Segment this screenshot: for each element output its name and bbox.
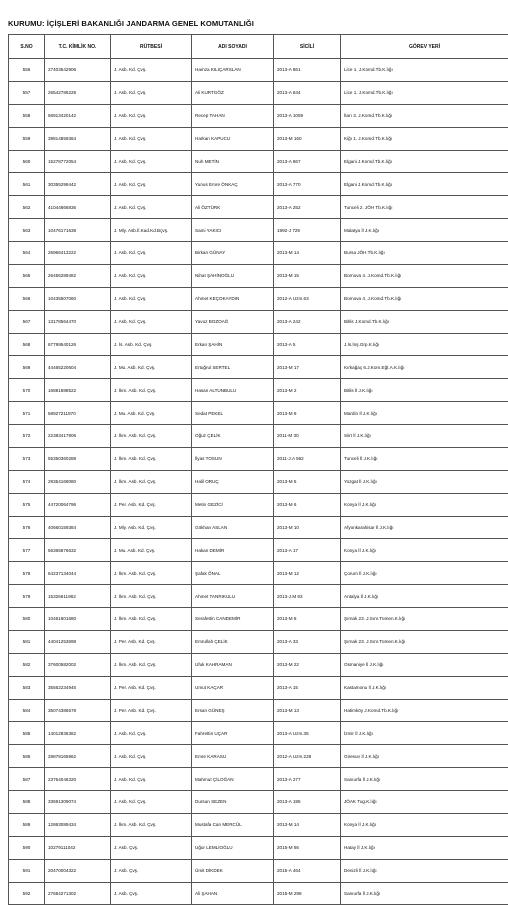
cell-tc-kimlik-no: 35562234946 <box>45 676 111 699</box>
cell-rutbesi: J. Mu. Asb. Kd. Çvş. <box>111 539 192 562</box>
cell-sno: 557 <box>9 81 45 104</box>
personnel-table <box>8 34 508 905</box>
cell-gorev-yeri: Osmaniye İl J.K.lığı <box>341 653 508 676</box>
cell-sicili: 2013-M 15 <box>274 264 341 287</box>
cell-tc-kimlik-no: 67799540126 <box>45 333 111 356</box>
cell-sicili: 2013-A 33 <box>274 630 341 653</box>
cell-gorev-yeri: Bursa JÖH Tb.K.lığı <box>341 242 508 265</box>
cell-sno: 561 <box>9 173 45 196</box>
cell-rutbesi: J. Asb. Kd. Çvş. <box>111 81 192 104</box>
table-row <box>9 493 508 516</box>
table-row <box>9 379 508 402</box>
table-row <box>9 882 508 905</box>
cell-sno: 589 <box>9 813 45 836</box>
cell-sno: 570 <box>9 379 45 402</box>
cell-tc-kimlik-no: 64237134044 <box>45 562 111 585</box>
cell-adi-soyadi: Erkan ŞAHİN <box>192 333 274 356</box>
cell-gorev-yeri: Siirt İl J.K.lığı <box>341 425 508 448</box>
cell-sno: 579 <box>9 585 45 608</box>
table-row <box>9 562 508 585</box>
cell-tc-kimlik-no: 44720064796 <box>45 493 111 516</box>
table-row <box>9 791 508 814</box>
table-row <box>9 310 508 333</box>
cell-rutbesi: J. Per. Asb. Kd. Çvş. <box>111 676 192 699</box>
cell-sno: 577 <box>9 539 45 562</box>
cell-sicili: 2013-M 10 <box>274 516 341 539</box>
cell-sicili: 2015-M 298 <box>274 882 341 905</box>
cell-tc-kimlik-no: 55350360288 <box>45 447 111 470</box>
cell-gorev-yeri: Lice 1. J.Komd.Tb.K.lığı <box>341 59 508 82</box>
cell-adi-soyadi: Mustafa Can MERCÜL <box>192 813 274 836</box>
table-row <box>9 470 508 493</box>
cell-tc-kimlik-no: 39814859364 <box>45 127 111 150</box>
cell-sno: 592 <box>9 882 45 905</box>
cell-adi-soyadi: Ertuğrul SERTEL <box>192 356 274 379</box>
header-sno: S.NO <box>9 35 45 59</box>
cell-adi-soyadi: Sedat PEKEL <box>192 402 274 425</box>
cell-sno: 580 <box>9 608 45 631</box>
cell-sicili: 2013-A 15 <box>274 676 341 699</box>
cell-rutbesi: J. Mly. Asb. Kd. Çvş. <box>111 516 192 539</box>
cell-adi-soyadi: Ufuk KAHRAMAN <box>192 653 274 676</box>
cell-sno: 575 <box>9 493 45 516</box>
cell-rutbesi: J. Asb. Kd. Çvş. <box>111 104 192 127</box>
document-title: KURUMU: İÇİŞLERİ BAKANLIĞI JANDARMA GENEL KOMUTANLIĞI <box>8 19 254 28</box>
cell-tc-kimlik-no: 16881888522 <box>45 379 111 402</box>
table-row <box>9 745 508 768</box>
table-row <box>9 196 508 219</box>
table-row <box>9 59 508 82</box>
cell-tc-kimlik-no: 56913420142 <box>45 104 111 127</box>
cell-gorev-yeri: Sanıurfa İl J.K.lığı <box>341 768 508 791</box>
cell-sicili: 2012-A Uzm.63 <box>274 287 341 310</box>
cell-sno: 582 <box>9 653 45 676</box>
cell-rutbesi: J. İkm. Asb. Kd. Çvş. <box>111 470 192 493</box>
table-row <box>9 836 508 859</box>
cell-gorev-yeri: Çorum İl J.K.lığı <box>341 562 508 585</box>
cell-tc-kimlik-no: 27684271302 <box>45 882 111 905</box>
cell-adi-soyadi: Nihat ŞAHİNOĞLU <box>192 264 274 287</box>
cell-gorev-yeri: Bornova 4. J.Komd.Tb.K.lığı <box>341 264 508 287</box>
table-row <box>9 653 508 676</box>
cell-tc-kimlik-no: 22383417806 <box>45 425 111 448</box>
cell-adi-soyadi: Serafettin CANDEMİR <box>192 608 274 631</box>
table-row <box>9 768 508 791</box>
cell-adi-soyadi: Ali KURTGÖZ <box>192 81 274 104</box>
cell-sno: 564 <box>9 242 45 265</box>
cell-sno: 591 <box>9 859 45 882</box>
cell-sicili: 2011-J.A 562 <box>274 447 341 470</box>
cell-rutbesi: J. İkm. Asb. Kd. Çvş. <box>111 608 192 631</box>
cell-adi-soyadi: Yavuz BOZOAĞ <box>192 310 274 333</box>
cell-rutbesi: J. Mly. Asb.İl.Kad.Kd.Bçvş. <box>111 219 192 242</box>
cell-sicili: 2013-M 6 <box>274 493 341 516</box>
table-row <box>9 859 508 882</box>
cell-sicili: 2013-A 5 <box>274 333 341 356</box>
cell-adi-soyadi: Yunus Emre ÖNKAÇ <box>192 173 274 196</box>
cell-rutbesi: J. Asb. Kd. Çvş. <box>111 173 192 196</box>
cell-sicili: 2013-A 861 <box>274 59 341 82</box>
cell-gorev-yeri: Denizli İl J.K.lığı <box>341 859 508 882</box>
cell-sno: 587 <box>9 768 45 791</box>
cell-rutbesi: J. Asb. Kd. Çvş. <box>111 287 192 310</box>
cell-gorev-yeri: Bitlis İl J.K.lığı <box>341 379 508 402</box>
cell-adi-soyadi: İlyas TOSUN <box>192 447 274 470</box>
cell-rutbesi: J. İkm. Asb. Kd. Çvş. <box>111 379 192 402</box>
cell-tc-kimlik-no: 14012835362 <box>45 722 111 745</box>
cell-tc-kimlik-no: 26966413222 <box>45 242 111 265</box>
table-row <box>9 630 508 653</box>
table-row <box>9 676 508 699</box>
cell-tc-kimlik-no: 29354169080 <box>45 470 111 493</box>
cell-adi-soyadi: Halil ORUÇ <box>192 470 274 493</box>
cell-sicili: 2013-M 9 <box>274 402 341 425</box>
cell-tc-kimlik-no: 44041253698 <box>45 630 111 653</box>
cell-tc-kimlik-no: 56365876632 <box>45 539 111 562</box>
cell-adi-soyadi: Fahrettin UÇAR <box>192 722 274 745</box>
cell-sicili: 2013-A 1059 <box>274 104 341 127</box>
cell-sno: 569 <box>9 356 45 379</box>
cell-rutbesi: J. İs. Asb. Kd. Çvş. <box>111 333 192 356</box>
cell-tc-kimlik-no: 20470004322 <box>45 859 111 882</box>
cell-tc-kimlik-no: 41044866836 <box>45 196 111 219</box>
cell-sicili: 2013-M 160 <box>274 127 341 150</box>
cell-rutbesi: J. Asb. Kd. Çvş. <box>111 150 192 173</box>
cell-sno: 567 <box>9 310 45 333</box>
cell-adi-soyadi: Uğur LEMLİOĞLU <box>192 836 274 859</box>
table-row <box>9 722 508 745</box>
cell-tc-kimlik-no: 26542786228 <box>45 81 111 104</box>
cell-sicili: 2015-M 66 <box>274 836 341 859</box>
table-row <box>9 173 508 196</box>
cell-gorev-yeri: Yozgat İl J.K.lığı <box>341 470 508 493</box>
cell-sno: 583 <box>9 676 45 699</box>
cell-rutbesi: J. Per. Asb. Kd. Çvş. <box>111 630 192 653</box>
cell-rutbesi: J. Asb. Kd. Çvş. <box>111 127 192 150</box>
table-row <box>9 333 508 356</box>
table-row <box>9 585 508 608</box>
cell-sicili: 2013-A 844 <box>274 81 341 104</box>
cell-tc-kimlik-no: 44465220604 <box>45 356 111 379</box>
cell-gorev-yeri: Şırnak 23. J.Sınr.Tümen.K.lığı <box>341 608 508 631</box>
cell-rutbesi: J. Asb. Kd. Çvş. <box>111 196 192 219</box>
cell-adi-soyadi: Gökhan ASLAN <box>192 516 274 539</box>
cell-rutbesi: J. Asb. Kd. Çvş. <box>111 310 192 333</box>
cell-adi-soyadi: Ersan GÜNEŞ <box>192 699 274 722</box>
cell-rutbesi: J. Asb. Çvş. <box>111 859 192 882</box>
header-sicili: SİCİLİ <box>274 35 341 59</box>
table-row <box>9 425 508 448</box>
cell-gorev-yeri: Giresun İl J.K.lığı <box>341 745 508 768</box>
cell-rutbesi: J. Per. Asb. Kd. Çvş. <box>111 493 192 516</box>
cell-sno: 559 <box>9 127 45 150</box>
cell-tc-kimlik-no: 58927211870 <box>45 402 111 425</box>
cell-sicili: 2013-M 22 <box>274 653 341 676</box>
cell-sno: 584 <box>9 699 45 722</box>
table-row <box>9 447 508 470</box>
table-row <box>9 813 508 836</box>
cell-rutbesi: J. Per. Asb. Kd. Çvş. <box>111 699 192 722</box>
cell-adi-soyadi: Metin GEZİCİ <box>192 493 274 516</box>
cell-rutbesi: J. İkm. Asb. Kd. Çvş. <box>111 425 192 448</box>
cell-rutbesi: J. Asb. Kd. Çvş. <box>111 791 192 814</box>
cell-gorev-yeri: JÖAK Tug.K.lığı <box>341 791 508 814</box>
table-row <box>9 219 508 242</box>
cell-sicili: 2013-A 17 <box>274 539 341 562</box>
cell-tc-kimlik-no: 23764046320 <box>45 768 111 791</box>
cell-gorev-yeri: Konya İl J.K.lığı <box>341 539 508 562</box>
cell-rutbesi: J. Asb. Çvş. <box>111 836 192 859</box>
table-row <box>9 516 508 539</box>
cell-gorev-yeri: Tunceli 2. JÖH Tb.K.lığı <box>341 196 508 219</box>
cell-sno: 560 <box>9 150 45 173</box>
cell-sno: 572 <box>9 425 45 448</box>
cell-tc-kimlik-no: 40660159384 <box>45 516 111 539</box>
table-row <box>9 539 508 562</box>
cell-sicili: 2013-A 867 <box>274 150 341 173</box>
cell-gorev-yeri: Elgani J.Komd.Tb.K.lığı <box>341 173 508 196</box>
cell-sno: 588 <box>9 791 45 814</box>
cell-tc-kimlik-no: 10461601680 <box>45 608 111 631</box>
cell-sicili: 2013-J.M 93 <box>274 585 341 608</box>
cell-sicili: 2013-A 770 <box>274 173 341 196</box>
cell-sicili: 2013-M 2 <box>274 379 341 402</box>
cell-tc-kimlik-no: 37600582002 <box>45 653 111 676</box>
table-row <box>9 356 508 379</box>
cell-tc-kimlik-no: 33691309074 <box>45 791 111 814</box>
cell-gorev-yeri: İzmir İl J.K.lığı <box>341 722 508 745</box>
cell-sicili: 2013-M 14 <box>274 242 341 265</box>
header-adi-soyadi: ADI SOYADI <box>192 35 274 59</box>
cell-rutbesi: J. Asb. Kd. Çvş. <box>111 264 192 287</box>
cell-gorev-yeri: Afyonkarahisar İl J.K.lığı <box>341 516 508 539</box>
cell-gorev-yeri: Kastamonu İl J.K.lığı <box>341 676 508 699</box>
cell-gorev-yeri: J.İs.İnş.Grp.K.lığı <box>341 333 508 356</box>
cell-gorev-yeri: Lice 1. J.Komd.Tb.K.lığı <box>341 81 508 104</box>
header-gorev-yeri: GÖREV YERİ <box>341 35 508 59</box>
cell-rutbesi: J. Mu. Asb. Kd. Çvş. <box>111 356 192 379</box>
cell-sicili: 2013-M 13 <box>274 699 341 722</box>
table-row <box>9 608 508 631</box>
cell-sicili: 2011-M 30 <box>274 425 341 448</box>
cell-adi-soyadi: Ali ÖZTÜRK <box>192 196 274 219</box>
table-header-row <box>9 35 508 59</box>
cell-tc-kimlik-no: 15326611962 <box>45 585 111 608</box>
cell-sno: 556 <box>9 59 45 82</box>
cell-tc-kimlik-no: 10476171638 <box>45 219 111 242</box>
cell-sicili: 2013-A 252 <box>274 196 341 219</box>
cell-sno: 585 <box>9 722 45 745</box>
cell-sicili: 2012-A Uzm.228 <box>274 745 341 768</box>
cell-adi-soyadi: Ahmet TANRIKULU <box>192 585 274 608</box>
header-tc-kimlik-no: T.C. KİMLİK NO. <box>45 35 111 59</box>
table-row <box>9 81 508 104</box>
cell-sicili: 1992-J 729 <box>274 219 341 242</box>
cell-gorev-yeri: Şırnak 23. J.Sınr.Tümen.K.lığı <box>341 630 508 653</box>
cell-adi-soyadi: Umut KAÇAR <box>192 676 274 699</box>
cell-adi-soyadi: Emrullah ÇELİK <box>192 630 274 653</box>
cell-adi-soyadi: Mahmut ÇİLOĞAN <box>192 768 274 791</box>
cell-gorev-yeri: Sanıurfa İl J.K.lığı <box>341 882 508 905</box>
table-row <box>9 127 508 150</box>
cell-sicili: 2015-A 464 <box>274 859 341 882</box>
cell-adi-soyadi: Emre KARASU <box>192 745 274 768</box>
cell-adi-soyadi: Hasan ALTUNBULU <box>192 379 274 402</box>
cell-adi-soyadi: Dursun SEZEN <box>192 791 274 814</box>
cell-tc-kimlik-no: 35074386578 <box>45 699 111 722</box>
cell-sicili: 2013-M 12 <box>274 562 341 585</box>
cell-gorev-yeri: Hatay İl J.K.lığı <box>341 836 508 859</box>
cell-sicili: 2013-A 195 <box>274 791 341 814</box>
table-row <box>9 150 508 173</box>
table-row <box>9 699 508 722</box>
table-row <box>9 402 508 425</box>
cell-tc-kimlik-no: 30355299442 <box>45 173 111 196</box>
cell-gorev-yeri: Antalya İl J.K.lığı <box>341 585 508 608</box>
cell-rutbesi: J. Asb. Kd. Çvş. <box>111 768 192 791</box>
cell-gorev-yeri: Bitlis J.Komd.Tb.K.lığı <box>341 310 508 333</box>
cell-sno: 586 <box>9 745 45 768</box>
cell-rutbesi: J. Asb. Kd. Çvş. <box>111 242 192 265</box>
cell-sno: 590 <box>9 836 45 859</box>
cell-tc-kimlik-no: 26456289482 <box>45 264 111 287</box>
cell-adi-soyadi: Harkan KAPUCU <box>192 127 274 150</box>
cell-tc-kimlik-no: 13178564470 <box>45 310 111 333</box>
cell-tc-kimlik-no: 28878165962 <box>45 745 111 768</box>
cell-sno: 576 <box>9 516 45 539</box>
cell-gorev-yeri: Elgani J.Komd.Tb.K.lığı <box>341 150 508 173</box>
cell-adi-soyadi: Ahmet KEÇOKAYDIN <box>192 287 274 310</box>
cell-adi-soyadi: Ali ŞAHAN <box>192 882 274 905</box>
cell-sno: 562 <box>9 196 45 219</box>
cell-tc-kimlik-no: 15278772054 <box>45 150 111 173</box>
cell-sicili: 2013-A Uzm.35 <box>274 722 341 745</box>
cell-rutbesi: J. Asb. Kd. Çvş. <box>111 745 192 768</box>
cell-sicili: 2013-M 5 <box>274 470 341 493</box>
table-row <box>9 264 508 287</box>
cell-gorev-yeri: Kırkağaç 6.J.Kom.Eğt.A.K.lığı <box>341 356 508 379</box>
cell-sno: 568 <box>9 333 45 356</box>
cell-sno: 581 <box>9 630 45 653</box>
cell-rutbesi: J. İkm. Asb. Kd. Çvş. <box>111 447 192 470</box>
header-rutbesi: RÜTBESİ <box>111 35 192 59</box>
cell-sicili: 2013-M 17 <box>274 356 341 379</box>
cell-gorev-yeri: Malatya İl J.K.lığı <box>341 219 508 242</box>
cell-sno: 566 <box>9 287 45 310</box>
cell-sno: 558 <box>9 104 45 127</box>
cell-adi-soyadi: Recep TAHAN <box>192 104 274 127</box>
cell-gorev-yeri: Kiğı 1. J.Komd.Tb.K.lığı <box>341 127 508 150</box>
cell-rutbesi: J. Asb. Kd. Çvş. <box>111 59 192 82</box>
cell-sno: 578 <box>9 562 45 585</box>
cell-gorev-yeri: Bornova 4. J.Komd.Tb.K.lığı <box>341 287 508 310</box>
cell-adi-soyadi: Hakan DEMİR <box>192 539 274 562</box>
table-row <box>9 287 508 310</box>
cell-adi-soyadi: Sami YAKICI <box>192 219 274 242</box>
cell-adi-soyadi: Şafak ÖNAL <box>192 562 274 585</box>
cell-gorev-yeri: Konya İl J.K.lığı <box>341 813 508 836</box>
cell-gorev-yeri: Konya İl J.K.lığı <box>341 493 508 516</box>
cell-gorev-yeri: Mardin İl J.K.lığı <box>341 402 508 425</box>
cell-rutbesi: J. İkm. Asb. Kd. Çvş. <box>111 585 192 608</box>
cell-sicili: 2013-A 277 <box>274 768 341 791</box>
cell-sno: 574 <box>9 470 45 493</box>
cell-rutbesi: J. Asb. Kd. Çvş. <box>111 722 192 745</box>
cell-rutbesi: J. İkm. Asb. Kd. Çvş. <box>111 653 192 676</box>
cell-tc-kimlik-no: 27403542906 <box>45 59 111 82</box>
cell-tc-kimlik-no: 12863089434 <box>45 813 111 836</box>
cell-sno: 573 <box>9 447 45 470</box>
cell-gorev-yeri: Tunceli İl J.K.lığı <box>341 447 508 470</box>
table-row <box>9 104 508 127</box>
cell-adi-soyadi: Ümit DİKDEK <box>192 859 274 882</box>
cell-rutbesi: J. İkm. Asb. Kd. Çvş. <box>111 562 192 585</box>
cell-tc-kimlik-no: 10435507060 <box>45 287 111 310</box>
cell-tc-kimlik-no: 10279111042 <box>45 836 111 859</box>
cell-adi-soyadi: Oğuz ÇELİK <box>192 425 274 448</box>
cell-adi-soyadi: Hamza KILIÇARSLAN <box>192 59 274 82</box>
cell-sicili: 2013-M 8 <box>274 608 341 631</box>
cell-adi-soyadi: Birkan GÜNAY <box>192 242 274 265</box>
cell-sno: 563 <box>9 219 45 242</box>
cell-gorev-yeri: Hatimköy J.Komd.Tb.K.lığı <box>341 699 508 722</box>
cell-gorev-yeri: İtarı 3. J.Komd.Tb.K.lığı <box>341 104 508 127</box>
cell-sicili: 2013-M 14 <box>274 813 341 836</box>
cell-rutbesi: J. Asb. Çvş. <box>111 882 192 905</box>
cell-adi-soyadi: Nuh METİN <box>192 150 274 173</box>
cell-sno: 565 <box>9 264 45 287</box>
cell-sno: 571 <box>9 402 45 425</box>
cell-rutbesi: J. İkm. Asb. Kd. Çvş. <box>111 813 192 836</box>
table-row <box>9 242 508 265</box>
cell-rutbesi: J. Mu. Asb. Kd. Çvş. <box>111 402 192 425</box>
cell-sicili: 2013-A 242 <box>274 310 341 333</box>
